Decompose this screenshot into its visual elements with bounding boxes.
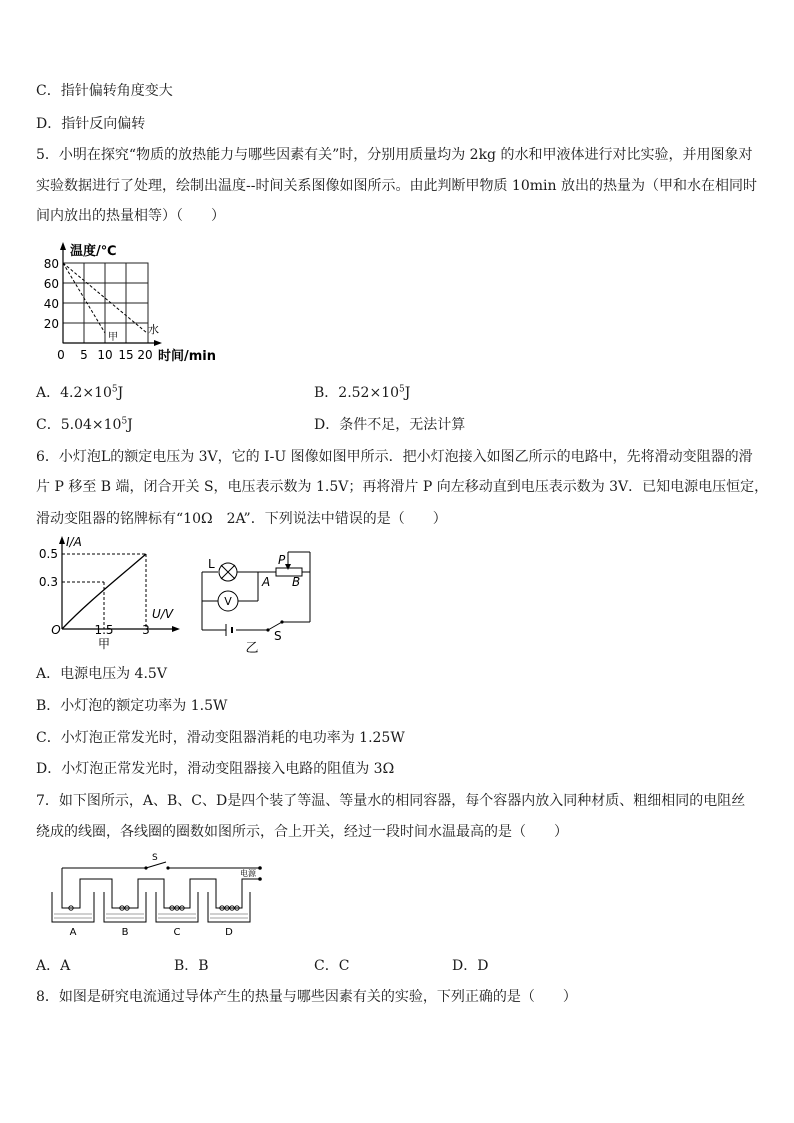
q6-y-tick-03: 0.3	[38, 575, 58, 589]
q6-x-tick-15: 1.5	[94, 623, 114, 637]
q6-label-L: L	[208, 557, 215, 571]
q6-label-P: P	[278, 553, 286, 567]
q7-power-label: 电源	[240, 869, 256, 878]
q5-x-tick-5: 5	[80, 348, 88, 362]
q7-label-D: D	[225, 927, 233, 938]
q6-x-title: U/V	[152, 607, 174, 621]
q6-y-title: I/A	[66, 535, 82, 549]
q7-label-C: C	[173, 927, 181, 938]
q5-option-a: A．$4.2\times 10^5J$	[36, 384, 124, 401]
q5-x-tick-10: 10	[97, 348, 113, 362]
q6-x-origin: O	[51, 623, 61, 637]
q8-stem-line1: 8．如图是研究电流通过导体产生的热量与哪些因素有关的实验，下列正确的是（ ）	[36, 989, 577, 1005]
q5-option-d: D．条件不足，无法计算	[314, 417, 466, 433]
q5-y-tick-60: 60	[43, 277, 59, 291]
q7-containers-figure	[40, 852, 280, 942]
q6-option-d: D．小灯泡正常发光时，滑动变阻器接入电路的阻值为 3Ω	[36, 761, 395, 777]
q7-option-d: D．D	[452, 958, 489, 974]
q6-circuit-caption: 乙	[245, 641, 259, 656]
q6-option-a: A．电源电压为 4.5V	[36, 666, 167, 682]
q5-label-jia: 甲	[108, 332, 118, 343]
q5-x-tick-0: 0	[57, 348, 65, 362]
q7-switch-label: S	[152, 853, 158, 863]
q6-label-V: V	[224, 595, 232, 608]
q6-label-S: S	[274, 629, 282, 643]
q5-y-title: 温度/℃	[70, 244, 117, 259]
q4-option-d: D．指针反向偏转	[36, 116, 146, 132]
q5-y-tick-80: 80	[43, 257, 59, 271]
q5-x-tick-15: 15	[118, 348, 134, 362]
q6-label-B: B	[292, 575, 301, 589]
q5-x-title: 时间/min	[158, 349, 217, 364]
q6-x-tick-3: 3	[142, 623, 150, 637]
q5-stem-line3: 间内放出的热量相等）（ ）	[36, 208, 225, 224]
q5-y-tick-40: 40	[43, 297, 59, 311]
q6-label-A: A	[262, 575, 271, 589]
q7-option-b: B．B	[174, 958, 209, 974]
q7-label-B: B	[121, 927, 129, 938]
q6-option-b: B．小灯泡的额定功率为 1.5W	[36, 698, 228, 714]
q6-y-tick-05: 0.5	[38, 547, 58, 561]
q6-iu-graph	[36, 534, 186, 654]
q7-option-c: C．C	[314, 958, 350, 974]
q5-x-tick-20: 20	[137, 348, 153, 362]
q5-stem-line1: 5．小明在探究“物质的放热能力与哪些因素有关”时，分别用质量均为 2kg 的水和甲液体进行对比实验，并用图象对	[36, 147, 753, 163]
q4-option-c: C．指针偏转角度变大	[36, 83, 173, 99]
q5-y-tick-20: 20	[43, 317, 59, 331]
q7-stem-line1: 7．如下图所示，A、B、C、D是四个装了等温、等量水的相同容器，每个容器内放入同种材质、粗细相同的电阻丝	[36, 793, 746, 809]
q6-stem-line3: 滑动变阻器的铭牌标有“10Ω 2A”．下列说法中错误的是（ ）	[36, 511, 447, 527]
q5-label-shui: 水	[148, 323, 159, 336]
q7-option-a: A．A	[36, 958, 71, 974]
q7-label-A: A	[69, 927, 77, 938]
q5-stem-line2: 实验数据进行了处理，绘制出温度--时间关系图像如图所示。由此判断甲物质 10min 放出的热量为（甲和水在相同时	[36, 178, 757, 194]
q6-graph-caption: 甲	[97, 637, 111, 651]
q6-stem-line1: 6．小灯泡L的额定电压为 3V，它的 I-U 图像如图甲所示．把小灯泡接入如图乙所示的电路中，先将滑动变阻器的滑	[36, 449, 753, 465]
q7-stem-line2: 绕成的线圈，各线圈的圈数如图所示，合上开关，经过一段时间水温最高的是（ ）	[36, 824, 568, 840]
q5-temperature-time-graph	[40, 238, 240, 368]
q6-option-c: C．小灯泡正常发光时，滑动变阻器消耗的电功率为 1.25W	[36, 730, 405, 746]
q5-option-b: B．$2.52\times 10^5J$	[314, 384, 411, 401]
q5-option-c: C．$5.04\times 10^5J$	[36, 416, 133, 433]
q6-circuit-diagram	[196, 544, 316, 656]
q6-stem-line2: 片 P 移至 B 端，闭合开关 S，电压表示数为 1.5V；再将滑片 P 向左移动直到电压表示数为 3V．已知电源电压恒定，	[36, 479, 769, 495]
